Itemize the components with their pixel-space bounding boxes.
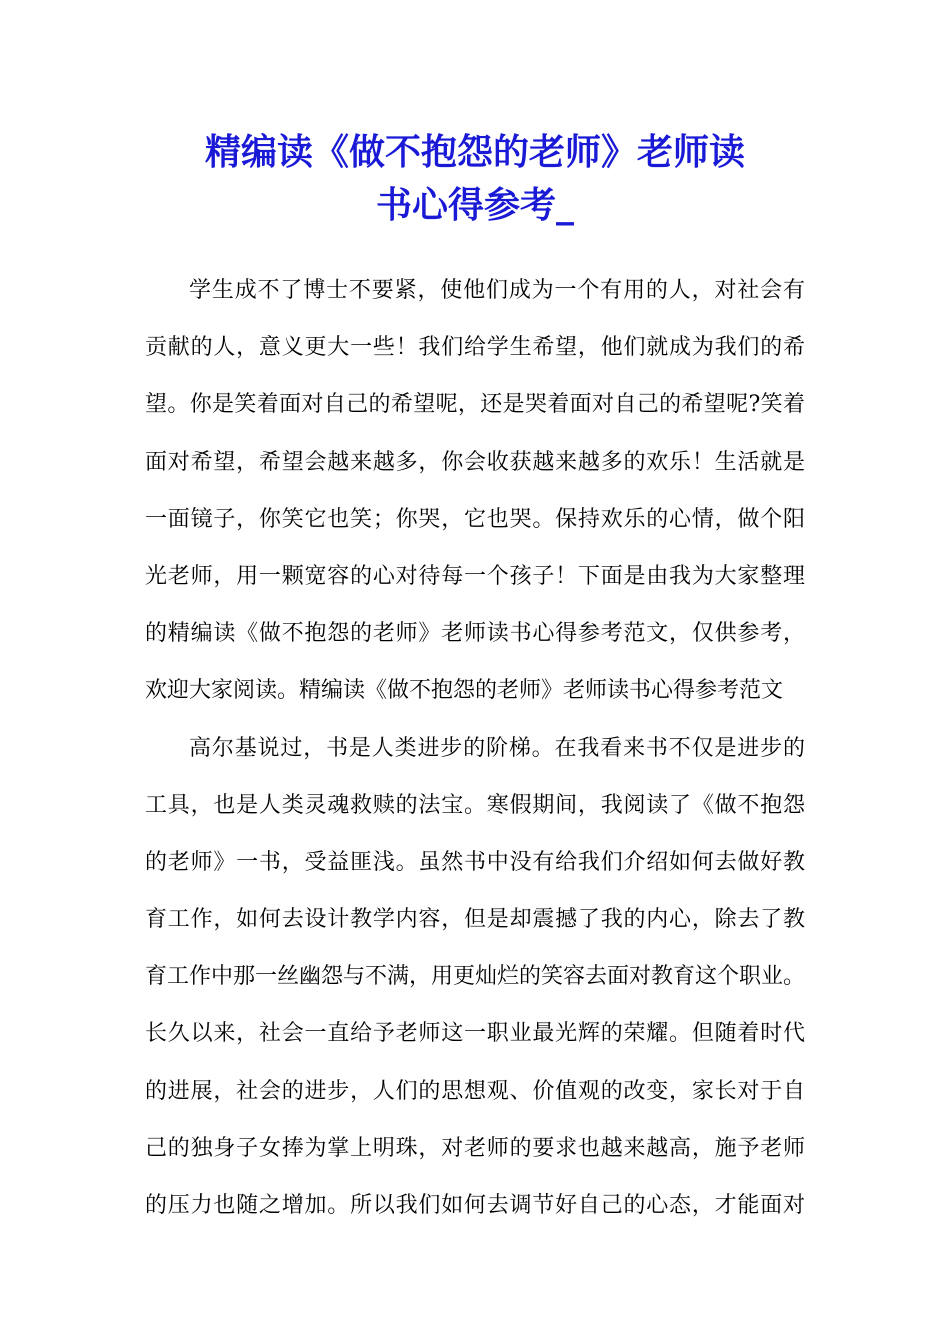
text-line: 的进展，社会的进步，人们的思想观、价值观的改变，家长对于自 — [145, 1078, 805, 1104]
document-title — [145, 126, 805, 232]
text-line: 面对希望，希望会越来越多，你会收获越来越多的欢乐！生活就是 — [145, 449, 805, 475]
text-line: 己的独身子女捧为掌上明珠，对老师的要求也越来越高，施予老师 — [145, 1135, 805, 1161]
document-body — [145, 262, 805, 1234]
text-line: 学生成不了博士不要紧，使他们成为一个有用的人，对社会有 — [189, 278, 805, 303]
text-line: 光老师，用一颗宽容的心对待每一个孩子！下面是由我为大家整理 — [145, 563, 805, 589]
text-line: 的精编读《做不抱怨的老师》老师读书心得参考范文，仅供参考， — [145, 621, 805, 647]
text-line: 贡献的人，意义更大一些！我们给学生希望，他们就成为我们的希 — [145, 335, 805, 361]
text-line: 一面镜子，你笑它也笑；你哭，它也哭。保持欢乐的心情，做个阳 — [145, 506, 805, 532]
text-line: 高尔基说过，书是人类进步的阶梯。在我看来书不仅是进步的 — [189, 735, 805, 761]
text-line: 的老师》一书，受益匪浅。虽然书中没有给我们介绍如何去做好教 — [145, 849, 805, 875]
paragraph-intro — [145, 262, 805, 720]
title-line: 精编读《做不抱怨的老师》老师读 — [204, 131, 745, 173]
text-line: 工具，也是人类灵魂救赎的法宝。寒假期间，我阅读了《做不抱怨 — [145, 792, 805, 818]
text-line: 的压力也随之增加。所以我们如何去调节好自己的心态，才能面对 — [145, 1193, 805, 1218]
text-line: 望。你是笑着面对自己的希望呢，还是哭着面对自己的希望呢?笑着 — [145, 392, 805, 418]
title-line: 书心得参考_ — [375, 184, 574, 226]
paragraph-essay — [145, 720, 805, 1235]
text-line: 育工作，如何去设计教学内容，但是却震撼了我的内心，除去了教 — [145, 907, 805, 933]
text-line: 育工作中那一丝幽怨与不满，用更灿烂的笑容去面对教育这个职业。 — [145, 964, 806, 990]
text-line: 长久以来，社会一直给予老师这一职业最光辉的荣耀。但随着时代 — [145, 1021, 805, 1047]
text-line: 欢迎大家阅读。精编读《做不抱怨的老师》老师读书心得参考范文 — [145, 678, 784, 704]
